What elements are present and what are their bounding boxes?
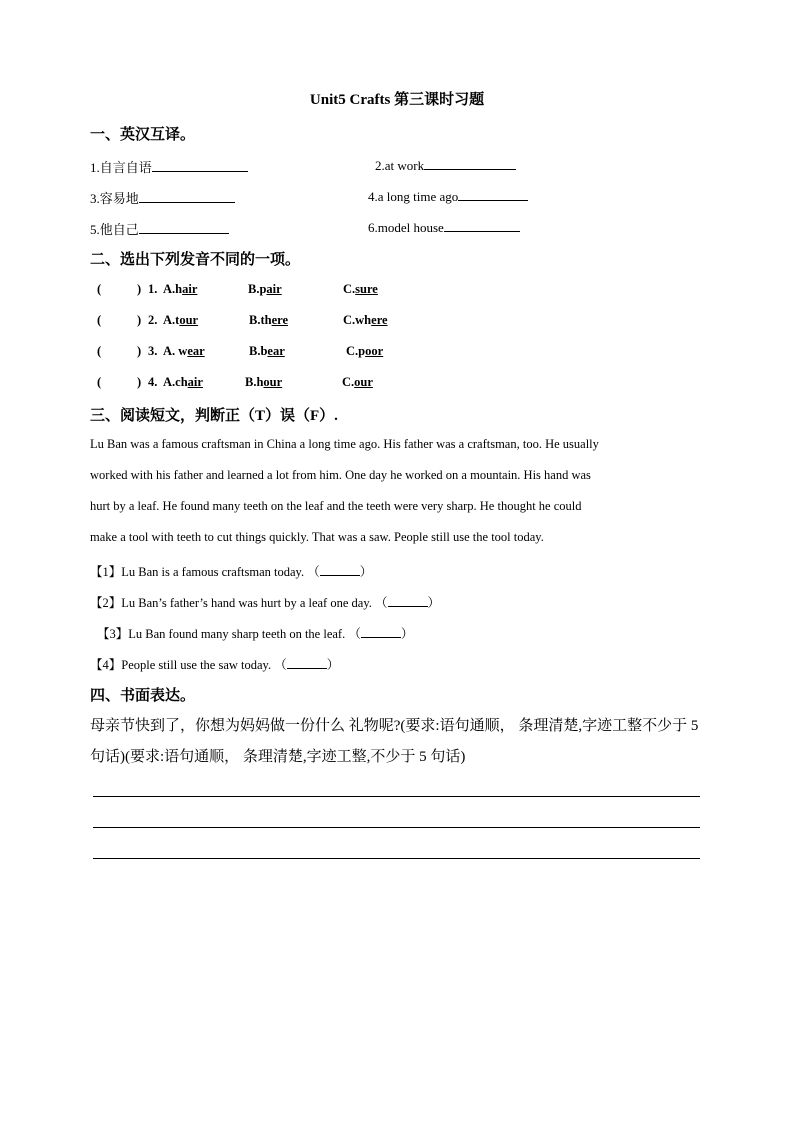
question-number: 1. xyxy=(148,282,158,296)
answer-paren-close[interactable]: ) xyxy=(137,282,142,296)
answer-blank[interactable] xyxy=(458,188,528,201)
option-b[interactable]: B.pair xyxy=(248,282,282,296)
option-b[interactable]: B.hour xyxy=(245,375,283,389)
question-number: 3. xyxy=(148,344,158,358)
translation-label: 4.a long time ago xyxy=(368,189,459,204)
answer-paren-open[interactable]: ( xyxy=(97,282,102,296)
section1-heading: 一、英汉互译。 xyxy=(90,127,196,143)
answer-blank[interactable] xyxy=(152,159,248,172)
option-b[interactable]: B.there xyxy=(249,313,288,327)
option-a[interactable]: A.chair xyxy=(163,375,203,389)
section2-heading: 二、选出下列发音不同的一项。 xyxy=(90,252,301,268)
reading-line: Lu Ban was a famous craftsman in China a long time ago. His father was a craftsman, too. He usually xyxy=(90,437,599,451)
translation-item-4 xyxy=(368,188,528,205)
statement-number: 【3】 xyxy=(97,627,129,641)
option-a[interactable]: A. wear xyxy=(163,344,205,358)
statement-text: People still use the saw today. （ xyxy=(121,658,287,672)
statement-close: ） xyxy=(326,658,340,672)
question-number: 2. xyxy=(148,313,158,327)
answer-blank[interactable] xyxy=(361,625,401,638)
answer-blank[interactable] xyxy=(388,594,428,607)
section3-heading: 三、阅读短文，判断正（T）误（F）. xyxy=(90,408,338,424)
answer-blank[interactable] xyxy=(139,190,235,203)
judge-statement xyxy=(97,624,413,642)
writing-prompt: 母亲节快到了，你想为妈妈做一份什么 礼物呢?(要求:语句通顺， 条理清楚,字迹工整不少于 5 句话)(要求:语句通顺， 条理清楚,字迹工整,不少于 5 句话) xyxy=(90,718,699,765)
option-a[interactable]: A.tour xyxy=(163,313,199,327)
option-c[interactable]: C.where xyxy=(343,313,388,327)
writing-line[interactable] xyxy=(93,796,700,797)
statement-text: Lu Ban’s father’s hand was hurt by a leaf one day. （ xyxy=(121,596,388,610)
option-b[interactable]: B.bear xyxy=(249,344,285,358)
answer-paren-open[interactable]: ( xyxy=(97,344,102,358)
option-c[interactable]: C.poor xyxy=(346,344,384,358)
writing-line[interactable] xyxy=(93,858,700,859)
page-title: Unit5 Crafts 第三课时习题 xyxy=(309,92,485,108)
statement-number: 【1】 xyxy=(90,565,122,579)
answer-blank[interactable] xyxy=(139,221,229,234)
answer-blank[interactable] xyxy=(424,157,516,170)
judge-statement xyxy=(90,593,440,611)
translation-item-6 xyxy=(368,219,520,236)
translation-label: 2.at work xyxy=(375,158,425,173)
answer-paren-close[interactable]: ) xyxy=(137,375,142,389)
translation-item-3 xyxy=(90,188,235,207)
translation-label: 6.model house xyxy=(368,220,444,235)
translation-item-1 xyxy=(90,157,248,176)
reading-line: make a tool with teeth to cut things quickly. That was a saw. People still use the tool today. xyxy=(90,530,544,544)
statement-number: 【2】 xyxy=(90,596,122,610)
statement-text: Lu Ban is a famous craftsman today. （ xyxy=(121,565,320,579)
translation-label: 5.他自己 xyxy=(90,222,139,237)
answer-paren-close[interactable]: ) xyxy=(137,313,142,327)
answer-paren-close[interactable]: ) xyxy=(137,344,142,358)
answer-blank[interactable] xyxy=(444,219,520,232)
reading-line: hurt by a leaf. He found many teeth on the leaf and the teeth were very sharp. He thought he could xyxy=(90,499,582,513)
answer-blank[interactable] xyxy=(320,563,360,576)
translation-item-5 xyxy=(90,219,229,238)
section4-heading: 四、书面表达。 xyxy=(90,688,196,704)
answer-paren-open[interactable]: ( xyxy=(97,313,102,327)
question-number: 4. xyxy=(148,375,158,389)
judge-statement xyxy=(90,655,339,673)
option-c[interactable]: C.our xyxy=(342,375,373,389)
writing-line[interactable] xyxy=(93,827,700,828)
translation-label: 3.容易地 xyxy=(90,191,139,206)
statement-close: ） xyxy=(359,565,373,579)
statement-number: 【4】 xyxy=(90,658,122,672)
translation-label: 1.自言自语 xyxy=(90,160,152,175)
statement-close: ） xyxy=(427,596,441,610)
option-c[interactable]: C.sure xyxy=(343,282,378,296)
statement-close: ） xyxy=(400,627,414,641)
answer-blank[interactable] xyxy=(287,656,327,669)
answer-paren-open[interactable]: ( xyxy=(97,375,102,389)
option-a[interactable]: A.hair xyxy=(163,282,198,296)
judge-statement xyxy=(90,562,372,580)
translation-item-2 xyxy=(375,157,516,174)
statement-text: Lu Ban found many sharp teeth on the leaf. （ xyxy=(128,627,361,641)
reading-line: worked with his father and learned a lot from him. One day he worked on a mountain. His hand was xyxy=(90,468,591,482)
